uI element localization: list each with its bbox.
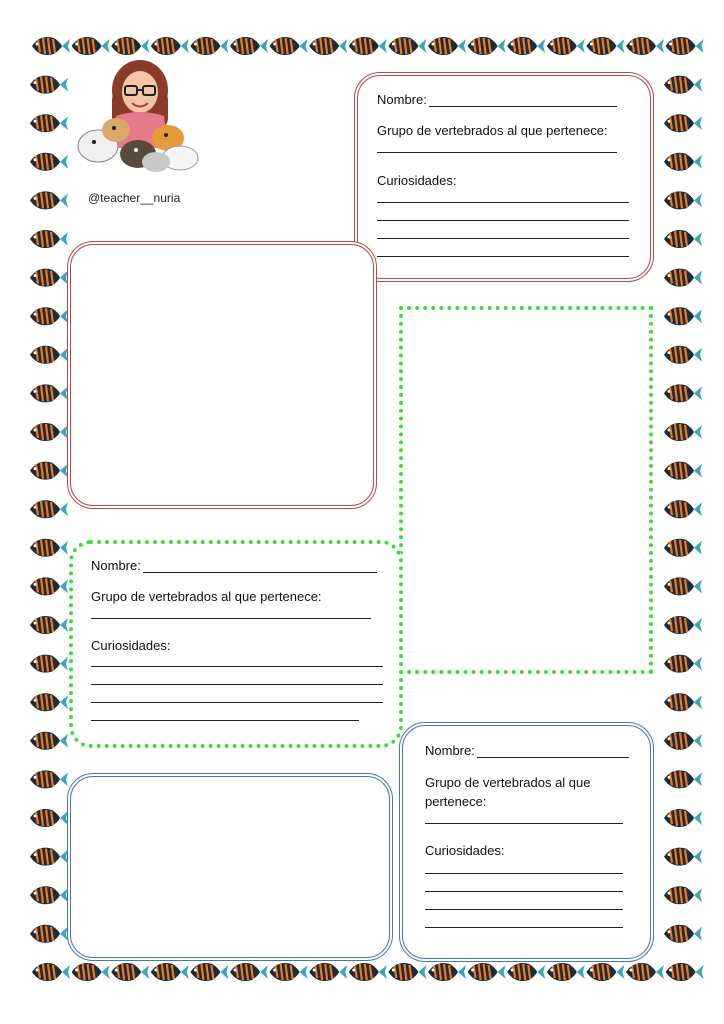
tropical-fish-icon [30, 732, 68, 750]
tropical-fish-icon [270, 37, 308, 55]
name-label: Nombre: [425, 743, 475, 758]
tropical-fish-icon [626, 963, 664, 981]
tropical-fish-icon [30, 191, 68, 209]
info-card-1-fields [377, 90, 637, 270]
name-field[interactable] [143, 572, 377, 573]
name-label: Nombre: [91, 558, 141, 573]
tropical-fish-icon [30, 655, 68, 673]
curiosities-field-line-3[interactable] [425, 909, 623, 910]
tropical-fish-icon [664, 732, 702, 750]
info-card-3-fields [425, 741, 635, 941]
tropical-fish-icon [190, 963, 228, 981]
tropical-fish-icon [664, 423, 702, 441]
tropical-fish-icon [349, 963, 387, 981]
name-field[interactable] [477, 757, 629, 758]
tropical-fish-icon [32, 37, 70, 55]
tropical-fish-icon [664, 693, 702, 711]
teacher-with-pets-illustration [68, 58, 208, 178]
tropical-fish-icon [30, 809, 68, 827]
curiosities-label: Curiosidades: [377, 173, 457, 188]
tropical-fish-icon [30, 770, 68, 788]
tropical-fish-icon [72, 963, 110, 981]
group-field[interactable] [425, 823, 623, 824]
tropical-fish-icon [30, 462, 68, 480]
tropical-fish-icon [664, 346, 702, 364]
tropical-fish-icon [30, 577, 68, 595]
name-field[interactable] [429, 106, 617, 107]
tropical-fish-icon [30, 925, 68, 943]
curiosities-field-line-2[interactable] [91, 684, 383, 685]
tropical-fish-icon [664, 655, 702, 673]
tropical-fish-icon [507, 963, 545, 981]
tropical-fish-icon [468, 963, 506, 981]
tropical-fish-icon [664, 269, 702, 287]
curiosities-field-line-4[interactable] [91, 720, 359, 721]
tropical-fish-icon [30, 423, 68, 441]
tropical-fish-icon [664, 307, 702, 325]
tropical-fish-icon [664, 539, 702, 557]
tropical-fish-icon [664, 616, 702, 634]
tropical-fish-icon [30, 616, 68, 634]
tropical-fish-icon [586, 963, 624, 981]
group-field[interactable] [377, 152, 617, 153]
group-label-line-1: Grupo de vertebrados al que [425, 775, 591, 790]
curiosities-field-line-1[interactable] [425, 873, 623, 874]
tropical-fish-icon [30, 539, 68, 557]
tropical-fish-icon [547, 963, 585, 981]
tropical-fish-icon [664, 925, 702, 943]
tropical-fish-icon [30, 269, 68, 287]
tropical-fish-icon [664, 500, 702, 518]
group-field[interactable] [91, 618, 371, 619]
tropical-fish-icon [30, 886, 68, 904]
tropical-fish-icon [30, 384, 68, 402]
picture-box-3[interactable] [67, 773, 393, 961]
tropical-fish-icon [664, 191, 702, 209]
tropical-fish-icon [664, 76, 702, 94]
tropical-fish-icon [626, 37, 664, 55]
tropical-fish-icon [664, 848, 702, 866]
tropical-fish-icon [586, 37, 624, 55]
tropical-fish-icon [547, 37, 585, 55]
curiosities-field-line-3[interactable] [91, 702, 383, 703]
tropical-fish-icon [151, 37, 189, 55]
tropical-fish-icon [507, 37, 545, 55]
group-label: Grupo de vertebrados al que pertenece: [91, 589, 322, 604]
tropical-fish-icon [309, 37, 347, 55]
tropical-fish-icon [664, 809, 702, 827]
tropical-fish-icon [664, 153, 702, 171]
tropical-fish-icon [30, 153, 68, 171]
tropical-fish-icon [30, 76, 68, 94]
curiosities-field-line-2[interactable] [377, 220, 629, 221]
curiosities-field-line-1[interactable] [91, 666, 383, 667]
curiosities-label: Curiosidades: [425, 843, 505, 858]
tropical-fish-icon [666, 963, 704, 981]
tropical-fish-icon [32, 963, 70, 981]
tropical-fish-icon [664, 114, 702, 132]
tropical-fish-icon [190, 37, 228, 55]
tropical-fish-icon [666, 37, 704, 55]
tropical-fish-icon [30, 307, 68, 325]
tropical-fish-icon [30, 500, 68, 518]
tropical-fish-icon [111, 37, 149, 55]
tropical-fish-icon [349, 37, 387, 55]
tropical-fish-icon [388, 37, 426, 55]
group-label-line-2: pertenece: [425, 794, 487, 809]
group-label: Grupo de vertebrados al que pertenece: [377, 123, 608, 138]
tropical-fish-icon [30, 848, 68, 866]
tropical-fish-icon [30, 693, 68, 711]
info-card-2-fields [91, 556, 391, 736]
picture-box-2[interactable] [399, 306, 653, 674]
tropical-fish-icon [230, 963, 268, 981]
tropical-fish-icon [270, 963, 308, 981]
tropical-fish-icon [309, 963, 347, 981]
curiosities-field-line-3[interactable] [377, 238, 629, 239]
tropical-fish-icon [428, 37, 466, 55]
tropical-fish-icon [664, 384, 702, 402]
tropical-fish-icon [151, 963, 189, 981]
curiosities-label: Curiosidades: [91, 638, 171, 653]
tropical-fish-icon [388, 963, 426, 981]
tropical-fish-icon [30, 230, 68, 248]
tropical-fish-icon [664, 462, 702, 480]
curiosities-field-line-1[interactable] [377, 202, 629, 203]
tropical-fish-icon [468, 37, 506, 55]
tropical-fish-icon [230, 37, 268, 55]
tropical-fish-icon [664, 770, 702, 788]
picture-box-1[interactable] [67, 241, 377, 509]
tropical-fish-icon [428, 963, 466, 981]
tropical-fish-icon [664, 886, 702, 904]
tropical-fish-icon [30, 114, 68, 132]
tropical-fish-icon [664, 230, 702, 248]
name-label: Nombre: [377, 92, 427, 107]
author-handle: @teacher__nuria [88, 191, 181, 205]
curiosities-field-line-4[interactable] [425, 927, 623, 928]
tropical-fish-icon [111, 963, 149, 981]
tropical-fish-icon [30, 346, 68, 364]
curiosities-field-line-4[interactable] [377, 256, 629, 257]
curiosities-field-line-2[interactable] [425, 891, 623, 892]
tropical-fish-icon [664, 577, 702, 595]
tropical-fish-icon [72, 37, 110, 55]
